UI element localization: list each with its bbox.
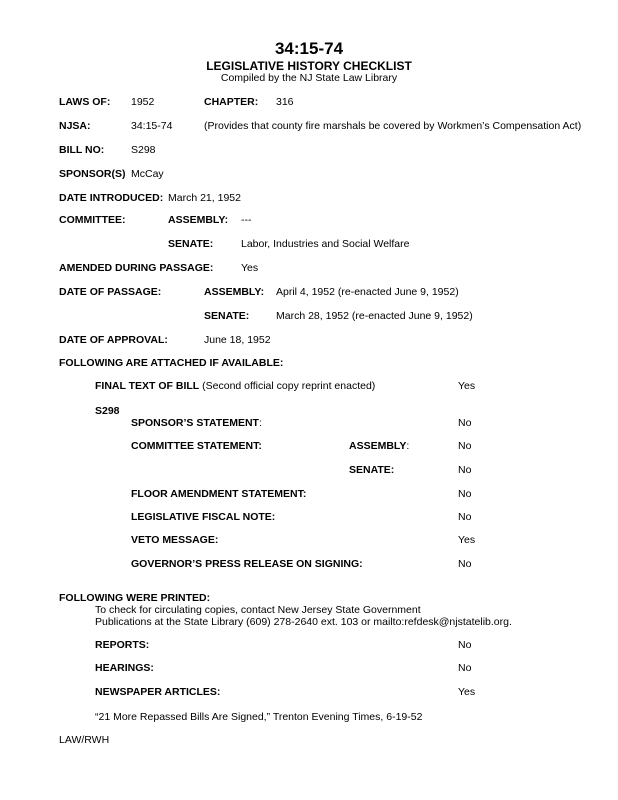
fiscal-note-label: LEGISLATIVE FISCAL NOTE: (131, 511, 276, 523)
printed-heading: FOLLOWING WERE PRINTED: (59, 592, 211, 604)
date-introduced-value: March 21, 1952 (168, 192, 241, 204)
passage-assembly-value: April 4, 1952 (re-enacted June 9, 1952) (276, 286, 459, 298)
press-release-label: GOVERNOR’S PRESS RELEASE ON SIGNING: (131, 558, 363, 570)
committee-assembly-label: ASSEMBLY: (168, 214, 229, 226)
committee-statement-assembly (349, 441, 409, 452)
attached-bill-id: S298 (95, 405, 120, 417)
bill-no-value: S298 (131, 144, 156, 156)
veto-message-label: VETO MESSAGE: (131, 534, 219, 546)
date-of-approval-label: DATE OF APPROVAL: (59, 334, 168, 346)
reports-label: REPORTS: (95, 639, 150, 651)
laws-of-value: 1952 (131, 96, 155, 108)
veto-message-value: Yes (458, 534, 476, 546)
amended-label: AMENDED DURING PASSAGE: (59, 262, 214, 274)
date-introduced-label: DATE INTRODUCED: (59, 192, 164, 204)
njsa-value: 34:15-74 (131, 120, 173, 132)
press-release-value: No (458, 558, 472, 570)
final-text-label: FINAL TEXT OF BILL (95, 380, 200, 392)
committee-assembly-value: --- (241, 214, 252, 226)
floor-amendment-label: FLOOR AMENDMENT STATEMENT: (131, 488, 307, 500)
chapter-label: CHAPTER: (204, 96, 259, 108)
final-text-row (95, 381, 375, 392)
passage-assembly-label: ASSEMBLY: (204, 286, 265, 298)
committee-statement-senate-value: No (458, 464, 472, 476)
njsa-description: (Provides that county fire marshals be covered by Workmen’s Compensation Act) (204, 120, 582, 132)
printed-note-line1: To check for circulating copies, contact New Jersey State Government (95, 604, 421, 616)
passage-senate-value: March 28, 1952 (re-enacted June 9, 1952) (276, 310, 473, 322)
newspaper-label: NEWSPAPER ARTICLES: (95, 686, 221, 698)
sponsor-statement-value: No (458, 417, 472, 429)
final-text-note: (Second official copy reprint enacted) (199, 380, 376, 392)
laws-of-label: LAWS OF: (59, 96, 111, 108)
floor-amendment-value: No (458, 488, 472, 500)
amended-value: Yes (241, 262, 259, 274)
bill-no-label: BILL NO: (59, 144, 105, 156)
sponsor-value: McCay (131, 168, 164, 180)
passage-senate-label: SENATE: (204, 310, 250, 322)
footer-initials: LAW/RWH (59, 734, 110, 746)
committee-senate-label: SENATE: (168, 238, 214, 250)
fiscal-note-value: No (458, 511, 472, 523)
date-of-approval-value: June 18, 1952 (204, 334, 271, 346)
sponsor-statement-row (131, 418, 262, 429)
reports-value: No (458, 639, 472, 651)
committee-senate-value: Labor, Industries and Social Welfare (241, 238, 410, 250)
newspaper-value: Yes (458, 686, 476, 698)
compiled-by: Compiled by the NJ State Law Library (220, 72, 398, 84)
committee-statement-assembly-label: ASSEMBLY (349, 440, 407, 452)
document-subtitle: LEGISLATIVE HISTORY CHECKLIST (206, 59, 412, 73)
sponsor-label: SPONSOR(S) (59, 168, 126, 180)
njsa-label: NJSA: (59, 120, 91, 132)
newspaper-article: “21 More Repassed Bills Are Signed,” Trenton Evening Times, 6-19-52 (95, 711, 423, 723)
chapter-value: 316 (276, 96, 294, 108)
sponsor-statement-colon: : (258, 417, 262, 429)
attached-heading: FOLLOWING ARE ATTACHED IF AVAILABLE: (59, 357, 284, 369)
committee-statement-assembly-colon: : (406, 440, 410, 452)
hearings-label: HEARINGS: (95, 662, 154, 674)
final-text-value: Yes (458, 380, 476, 392)
document-title: 34:15-74 (274, 39, 344, 58)
committee-statement-assembly-value: No (458, 440, 472, 452)
sponsor-statement-label: SPONSOR’S STATEMENT (131, 417, 259, 429)
committee-statement-label: COMMITTEE STATEMENT: (131, 440, 262, 452)
committee-label: COMMITTEE: (59, 214, 126, 226)
hearings-value: No (458, 662, 472, 674)
printed-note-line2: Publications at the State Library (609) 278-2640 ext. 103 or mailto:refdesk@njstatelib.org. (95, 616, 512, 628)
date-of-passage-label: DATE OF PASSAGE: (59, 286, 162, 298)
committee-statement-senate-label: SENATE: (349, 464, 395, 476)
